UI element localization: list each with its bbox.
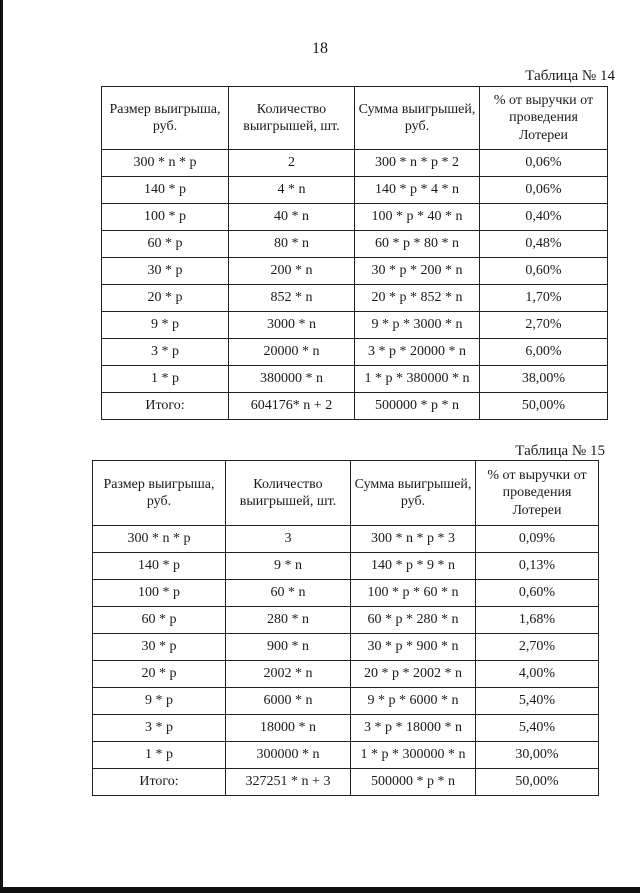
table-cell: 0,09% (476, 526, 599, 553)
column-header: Сумма выигрышей, руб. (355, 87, 480, 150)
table-row (102, 150, 608, 177)
table-cell: 30 * p (102, 258, 229, 285)
scan-edge-bottom (0, 887, 640, 893)
table-cell: 40 * n (229, 204, 355, 231)
table-cell: 2002 * n (226, 661, 351, 688)
table-row (93, 715, 599, 742)
table-cell: 100 * p (102, 204, 229, 231)
table-cell: 9 * p (102, 312, 229, 339)
table-cell: 100 * p * 40 * n (355, 204, 480, 231)
table-cell: 327251 * n + 3 (226, 769, 351, 796)
table-cell: 100 * p (93, 580, 226, 607)
table-cell: 9 * p * 6000 * n (351, 688, 476, 715)
table-cell: 3 (226, 526, 351, 553)
table-row (102, 339, 608, 366)
table-cell: 852 * n (229, 285, 355, 312)
table-cell: 38,00% (480, 366, 608, 393)
table-cell: 20 * p (102, 285, 229, 312)
table-cell: 60 * p * 280 * n (351, 607, 476, 634)
table-cell: 9 * p * 3000 * n (355, 312, 480, 339)
table-cell: 300 * n * p * 2 (355, 150, 480, 177)
table-row (93, 526, 599, 553)
table-cell: 0,60% (480, 258, 608, 285)
column-header: % от выручки от проведения Лотереи (476, 461, 599, 526)
table-cell: 500000 * p * n (351, 769, 476, 796)
table-cell: Итого: (93, 769, 226, 796)
table-cell: 30 * p (93, 634, 226, 661)
table-cell: 0,40% (480, 204, 608, 231)
table-row (102, 204, 608, 231)
table-cell: 60 * n (226, 580, 351, 607)
table-cell: Итого: (102, 393, 229, 420)
table-cell: 500000 * p * n (355, 393, 480, 420)
table-cell: 3000 * n (229, 312, 355, 339)
column-header: Количество выигрышей, шт. (229, 87, 355, 150)
table-cell: 18000 * n (226, 715, 351, 742)
table-15-caption: Таблица № 15 (515, 443, 605, 459)
table-cell: 3 * p (102, 339, 229, 366)
table-row (93, 634, 599, 661)
total-row (102, 393, 608, 420)
table-cell: 3 * p * 20000 * n (355, 339, 480, 366)
table-cell: 140 * p (93, 553, 226, 580)
prize-table-14 (101, 86, 608, 420)
table-cell: 0,06% (480, 150, 608, 177)
table-row (102, 312, 608, 339)
table-cell: 20 * p (93, 661, 226, 688)
table-cell: 1 * p * 300000 * n (351, 742, 476, 769)
table-cell: 140 * p * 9 * n (351, 553, 476, 580)
table-cell: 5,40% (476, 715, 599, 742)
table-row (102, 366, 608, 393)
table-cell: 6000 * n (226, 688, 351, 715)
table-cell: 60 * p (93, 607, 226, 634)
table-cell: 60 * p (102, 231, 229, 258)
table-cell: 300000 * n (226, 742, 351, 769)
table-cell: 0,06% (480, 177, 608, 204)
total-row (93, 769, 599, 796)
table-row (93, 607, 599, 634)
table-cell: 380000 * n (229, 366, 355, 393)
table-cell: 1 * p * 380000 * n (355, 366, 480, 393)
table-row (102, 177, 608, 204)
table-cell: 280 * n (226, 607, 351, 634)
table-header-row (102, 87, 608, 150)
table-row (93, 553, 599, 580)
table-cell: 30 * p * 900 * n (351, 634, 476, 661)
table-cell: 5,40% (476, 688, 599, 715)
table-cell: 4,00% (476, 661, 599, 688)
table-cell: 300 * n * p (102, 150, 229, 177)
table-row (102, 285, 608, 312)
table-cell: 140 * p (102, 177, 229, 204)
table-cell: 20 * p * 2002 * n (351, 661, 476, 688)
table-cell: 9 * n (226, 553, 351, 580)
table-14-caption: Таблица № 14 (525, 68, 615, 84)
table-cell: 200 * n (229, 258, 355, 285)
page-number: 18 (312, 40, 328, 57)
table-cell: 300 * n * p * 3 (351, 526, 476, 553)
table-cell: 9 * p (93, 688, 226, 715)
table-cell: 6,00% (480, 339, 608, 366)
column-header: Количество выигрышей, шт. (226, 461, 351, 526)
table-cell: 2,70% (480, 312, 608, 339)
table-cell: 2,70% (476, 634, 599, 661)
table-row (93, 580, 599, 607)
table-cell: 0,60% (476, 580, 599, 607)
table-cell: 0,13% (476, 553, 599, 580)
prize-table-15 (92, 460, 599, 796)
column-header: Размер выигрыша, руб. (93, 461, 226, 526)
scan-edge-left (0, 0, 3, 893)
table-cell: 1,70% (480, 285, 608, 312)
table-cell: 3 * p * 18000 * n (351, 715, 476, 742)
table-header-row (93, 461, 599, 526)
table-cell: 100 * p * 60 * n (351, 580, 476, 607)
table-row (93, 742, 599, 769)
table-cell: 0,48% (480, 231, 608, 258)
table-cell: 30,00% (476, 742, 599, 769)
table-cell: 900 * n (226, 634, 351, 661)
table-cell: 30 * p * 200 * n (355, 258, 480, 285)
table-cell: 20000 * n (229, 339, 355, 366)
table-row (93, 661, 599, 688)
table-row (102, 258, 608, 285)
column-header: % от выручки от проведения Лотереи (480, 87, 608, 150)
table-cell: 300 * n * p (93, 526, 226, 553)
table-cell: 3 * p (93, 715, 226, 742)
table-cell: 50,00% (476, 769, 599, 796)
column-header: Сумма выигрышей, руб. (351, 461, 476, 526)
table-cell: 1 * p (102, 366, 229, 393)
table-row (102, 231, 608, 258)
table-cell: 4 * n (229, 177, 355, 204)
table-cell: 1 * p (93, 742, 226, 769)
table-cell: 60 * p * 80 * n (355, 231, 480, 258)
table-cell: 80 * n (229, 231, 355, 258)
table-cell: 50,00% (480, 393, 608, 420)
table-cell: 140 * p * 4 * n (355, 177, 480, 204)
table-cell: 1,68% (476, 607, 599, 634)
table-row (93, 688, 599, 715)
table-cell: 604176* n + 2 (229, 393, 355, 420)
column-header: Размер выигрыша, руб. (102, 87, 229, 150)
table-cell: 20 * p * 852 * n (355, 285, 480, 312)
table-cell: 2 (229, 150, 355, 177)
